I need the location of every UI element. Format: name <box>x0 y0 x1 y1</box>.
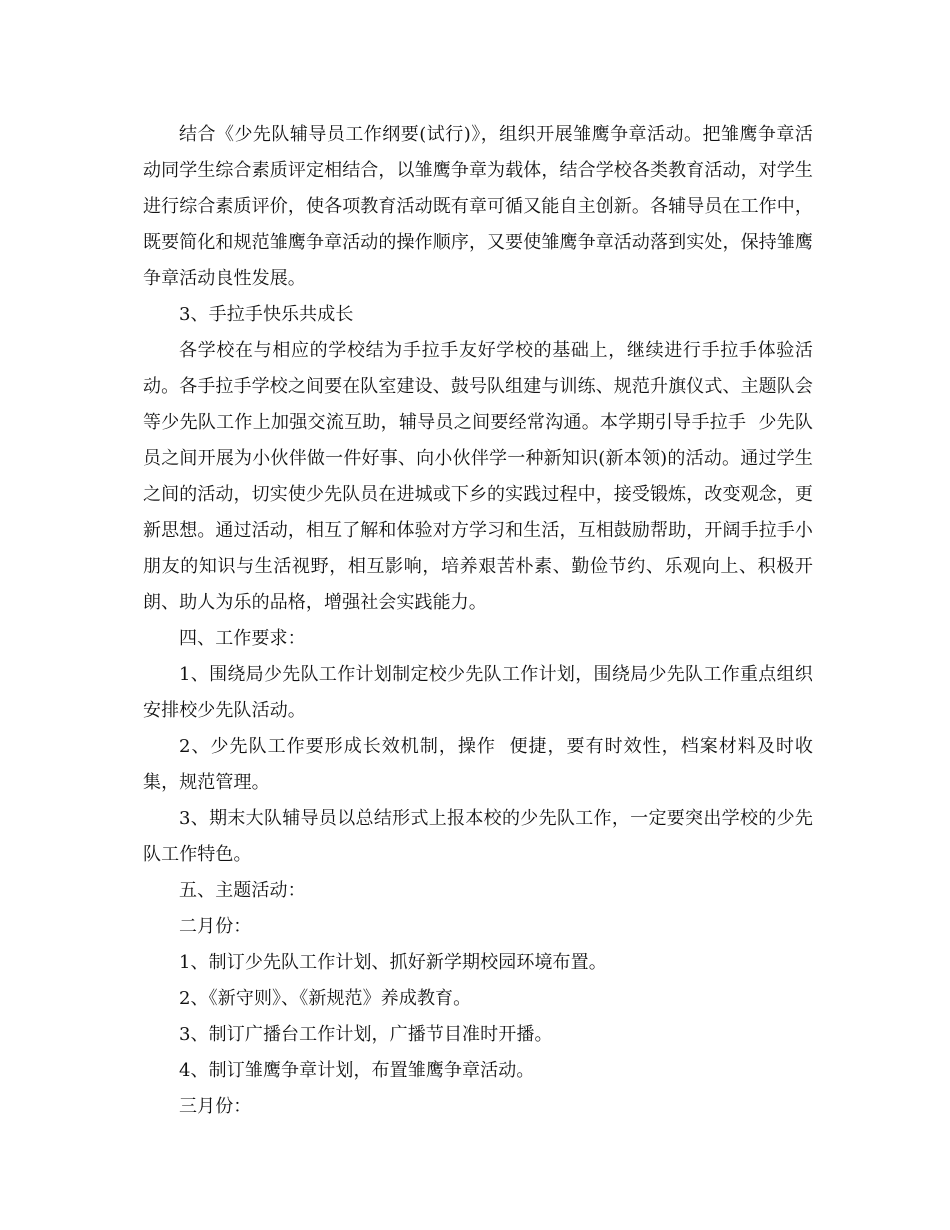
requirement-item-2: 2、少先队工作要形成长效机制，操作 便捷，要有时效性，档案材料及时收集，规范管理。 <box>143 736 813 793</box>
heading-theme-activities: 五、主题活动： <box>179 880 306 901</box>
heading-work-requirements: 四、工作要求： <box>179 628 306 649</box>
february-item-1: 1、制订少先队工作计划、抓好新学期校园环境布置。 <box>179 952 607 973</box>
month-heading-march: 三月份： <box>179 1096 252 1117</box>
february-item-2: 2、《新守则》、《新规范》养成教育。 <box>179 988 472 1009</box>
requirement-item-3: 3、期末大队辅导员以总结形式上报本校的少先队工作，一定要突出学校的少先队工作特色。 <box>143 808 813 865</box>
paragraph-eagle-badge-activity: 结合《少先队辅导员工作纲要(试行)》，组织开展雏鹰争章活动。把雏鹰争章活动同学生综合素质评定相结合，以雏鹰争章为载体，结合学校各类教育活动，对学生进行综合素质评价，使各项教育活动既有章可循又能自主创新。各辅导员在工作中，既要简化和规范雏鹰争章活动的操作顺序，又要使雏鹰争章活动落到实处，保持雏鹰争章活动良性发展。 <box>143 124 813 289</box>
february-item-4: 4、制订雏鹰争章计划，布置雏鹰争章活动。 <box>179 1060 535 1081</box>
heading-hand-in-hand: 3、手拉手快乐共成长 <box>179 304 354 325</box>
february-item-3: 3、制订广播台工作计划，广播节目准时开播。 <box>179 1024 553 1045</box>
requirement-item-1: 1、围绕局少先队工作计划制定校少先队工作计划，围绕局少先队工作重点组织安排校少先队活动。 <box>143 664 813 721</box>
paragraph-hand-in-hand: 各学校在与相应的学校结为手拉手友好学校的基础上，继续进行手拉手体验活动。各手拉手学校之间要在队室建设、鼓号队组建与训练、规范升旗仪式、主题队会等少先队工作上加强交流互助，辅导员之间要经常沟通。本学期引导手拉手 少先队员之间开展为小伙伴做一件好事、向小伙伴学一种新知识(新本领)的活动。通过学生之间的活动，切实使少先队员在进城或下乡的实践过程中，接受锻炼，改变观念，更新思想。通过活动，相互了解和体验对方学习和生活，互相鼓励帮助，开阔手拉手小朋友的知识与生活视野，相互影响，培养艰苦朴素、勤俭节约、乐观向上、积极开朗、助人为乐的品格，增强社会实践能力。 <box>143 340 813 613</box>
month-heading-february: 二月份： <box>179 916 252 937</box>
document-body <box>143 117 813 1125</box>
